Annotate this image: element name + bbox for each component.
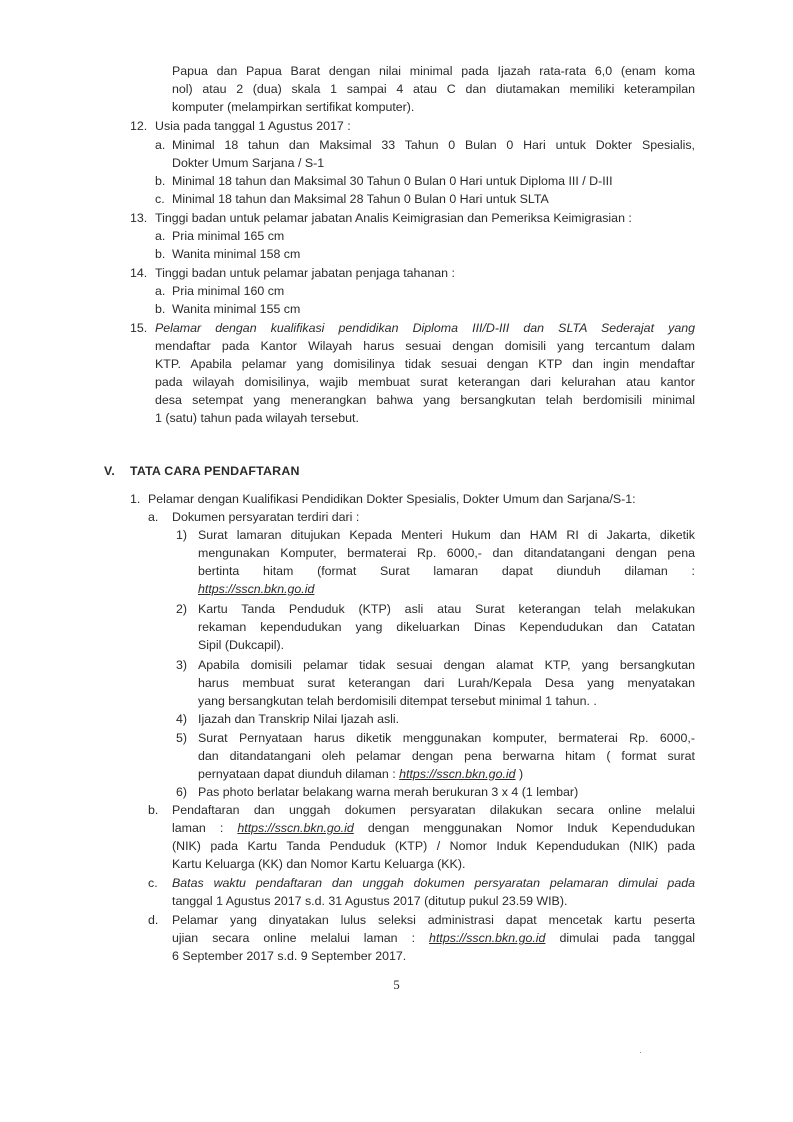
- doc-text: ): [515, 767, 524, 781]
- sub-item-text-line: [172, 819, 695, 837]
- sub-item-label: b.: [155, 174, 166, 188]
- doc-text: Apabila domisili pelamar tidak sesuai dengan alamat KTP, yang bersangkutan: [198, 658, 695, 672]
- doc-text: Surat lamaran ditujukan Kepada Menteri Hukum dan HAM RI di Jakarta, diketik: [198, 528, 695, 542]
- doc-number: 5): [176, 731, 188, 745]
- paragraph-text: Pelamar dengan Kualifikasi Pendidikan Dokter Spesialis, Dokter Umum dan Sarjana/S-1:: [148, 492, 636, 506]
- sub-item-text: Pelamar yang dinyatakan lulus seleksi administrasi dapat mencetak kartu peserta: [172, 913, 695, 927]
- doc-text: Pas photo berlatar belakang warna merah berukuran 3 x 4 (1 lembar): [198, 785, 579, 799]
- sub-item-text: dengan menggunakan Nomor Induk Kependudukan: [353, 821, 695, 835]
- sscn-link[interactable]: https://sscn.bkn.go.id: [399, 767, 516, 781]
- sub-item-label: a.: [155, 229, 166, 243]
- item-text: pada wilayah domisilinya, wajib membuat surat keterangan dari kelurahan atau kantor: [155, 375, 695, 389]
- doc-text: rekaman kependudukan yang dikeluarkan Dinas Kependudukan dan Catatan: [198, 620, 695, 634]
- doc-text: Ijazah dan Transkrip Nilai Ijazah asli.: [198, 712, 400, 726]
- sub-item-text: 6 September 2017 s.d. 9 September 2017.: [172, 949, 407, 963]
- sub-item-label: b.: [155, 247, 166, 261]
- sub-item-text: Pria minimal 165 cm: [172, 229, 285, 243]
- sub-item-label: c.: [155, 192, 165, 206]
- item-number: 12.: [130, 119, 148, 133]
- sub-item-text: Dokter Umum Sarjana / S-1: [172, 156, 325, 170]
- sub-item-text: Pria minimal 160 cm: [172, 284, 285, 298]
- item-text: KTP. Apabila pelamar yang domisilinya tidak sesuai dengan KTP dan ingin mendaftar: [155, 357, 695, 371]
- item-text: Tinggi badan untuk pelamar jabatan penjaga tahanan :: [155, 266, 455, 280]
- sub-item-label: b.: [148, 803, 159, 817]
- item-text: 1 (satu) tahun pada wilayah tersebut.: [155, 411, 359, 425]
- doc-number: 3): [176, 658, 188, 672]
- sub-item-text-line: [172, 929, 695, 947]
- sub-item-text: Wanita minimal 158 cm: [172, 247, 301, 261]
- item-text: Pelamar dengan kualifikasi pendidikan Diploma III/D-III dan SLTA Sederajat yang: [155, 321, 695, 335]
- doc-text: dan ditandatangani oleh pelamar dengan pena berwarna hitam ( format surat: [198, 749, 695, 763]
- sub-item-text: Dokumen persyaratan terdiri dari :: [172, 510, 360, 524]
- doc-number: 6): [176, 785, 188, 799]
- sub-item-label: a.: [155, 284, 166, 298]
- item-text: mendaftar pada Kantor Wilayah harus sesuai dengan domisili yang tercantum dalam: [155, 339, 695, 353]
- doc-number: 2): [176, 602, 188, 616]
- section-numeral: V.: [104, 464, 115, 478]
- item-number: 13.: [130, 211, 148, 225]
- sub-item-text: Pendaftaran dan unggah dokumen persyaratan dilakukan secara online melalui: [172, 803, 695, 817]
- sscn-link[interactable]: https://sscn.bkn.go.id: [429, 931, 546, 945]
- item-number: 15.: [130, 321, 148, 335]
- scan-speck: [640, 1052, 641, 1053]
- top-block-line: nol) atau 2 (dua) skala 1 sampai 4 atau C dan diutamakan memiliki keterampilan: [172, 82, 695, 96]
- doc-number: 4): [176, 712, 188, 726]
- top-block-line: Papua dan Papua Barat dengan nilai minimal pada Ijazah rata-rata 6,0 (enam koma: [172, 64, 695, 78]
- page-number: 5: [393, 977, 400, 992]
- sub-item-text: Wanita minimal 155 cm: [172, 302, 301, 316]
- item-number: 14.: [130, 266, 148, 280]
- sub-item-text: Minimal 18 tahun dan Maksimal 28 Tahun 0 Bulan 0 Hari untuk SLTA: [172, 192, 549, 206]
- doc-text-line: [198, 765, 523, 783]
- section-title: TATA CARA PENDAFTARAN: [130, 464, 300, 478]
- sub-item-label: d.: [148, 913, 159, 927]
- sub-item-text: dimulai pada tanggal: [545, 931, 695, 945]
- doc-text: Sipil (Dukcapil).: [198, 638, 285, 652]
- sub-item-label: c.: [148, 876, 158, 890]
- paragraph-number: 1.: [130, 492, 141, 506]
- doc-text: Surat Pernyataan harus diketik menggunakan komputer, bermaterai Rp. 6000,-: [198, 731, 695, 745]
- doc-number: 1): [176, 528, 188, 542]
- doc-text: pernyataan dapat diunduh dilaman :: [198, 767, 400, 781]
- sub-item-text: tanggal 1 Agustus 2017 s.d. 31 Agustus 2017 (ditutup pukul 23.59 WIB).: [172, 894, 568, 908]
- item-text: Usia pada tanggal 1 Agustus 2017 :: [155, 119, 351, 133]
- sscn-link[interactable]: https://sscn.bkn.go.id: [198, 582, 315, 596]
- doc-text: bertinta hitam (format Surat lamaran dapat diunduh dilaman :: [198, 564, 695, 578]
- sub-item-text: Kartu Keluarga (KK) dan Nomor Kartu Keluarga (KK).: [172, 857, 466, 871]
- sub-item-text: ujian secara online melalui laman :: [172, 931, 430, 945]
- item-text: desa setempat yang menerangkan bahwa yang bersangkutan telah berdomisili minimal: [155, 393, 695, 407]
- doc-text: harus membuat surat keterangan dari Lurah/Kepala Desa yang menyatakan: [198, 676, 695, 690]
- top-block-line: komputer (melampirkan sertifikat komputer).: [172, 100, 415, 114]
- doc-text: mengunakan Komputer, bermaterai Rp. 6000,- dan ditandatangani dengan pena: [198, 546, 695, 560]
- sscn-link[interactable]: https://sscn.bkn.go.id: [237, 821, 354, 835]
- sub-item-label: a.: [148, 510, 159, 524]
- doc-text: yang bersangkutan telah berdomisili ditempat tersebut minimal 1 tahun. .: [198, 694, 597, 708]
- sub-item-text: Minimal 18 tahun dan Maksimal 33 Tahun 0 Bulan 0 Hari untuk Dokter Spesialis,: [172, 138, 695, 152]
- sub-item-text: Minimal 18 tahun dan Maksimal 30 Tahun 0 Bulan 0 Hari untuk Diploma III / D-III: [172, 174, 613, 188]
- item-text: Tinggi badan untuk pelamar jabatan Analis Keimigrasian dan Pemeriksa Keimigrasian :: [155, 211, 632, 225]
- doc-text: Kartu Tanda Penduduk (KTP) asli atau Surat keterangan telah melakukan: [198, 602, 695, 616]
- sub-item-label: b.: [155, 302, 166, 316]
- sub-item-text: laman :: [172, 821, 238, 835]
- sub-item-text: (NIK) pada Kartu Tanda Penduduk (KTP) / Nomor Induk Kependudukan (NIK) pada: [172, 839, 695, 853]
- sub-item-text: Batas waktu pendaftaran dan unggah dokumen persyaratan pelamaran dimulai pada: [172, 876, 695, 890]
- sub-item-label: a.: [155, 138, 166, 152]
